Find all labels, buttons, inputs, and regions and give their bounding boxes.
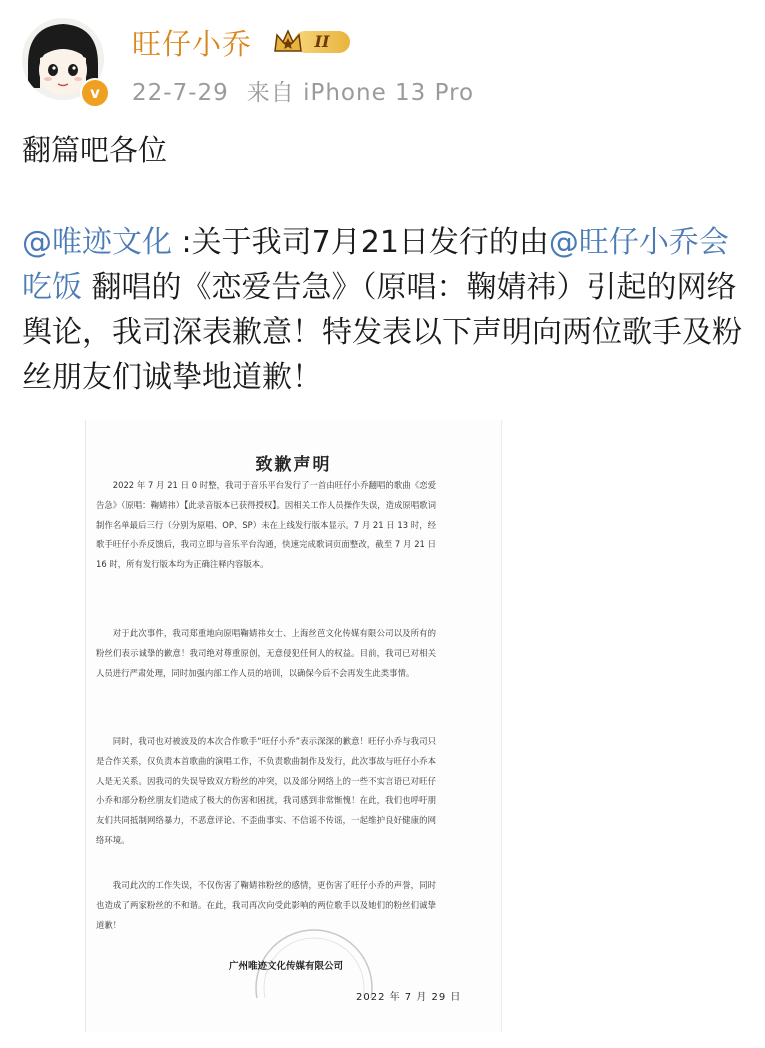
post-title: 翻篇吧各位 [22,133,168,167]
doc-paragraph: 对于此次事件，我司郑重地向原唱鞠婧祎女士、上海丝芭文化传媒有限公司以及所有的粉丝们表示诚挚的歉意！我司绝对尊重原创，无意侵犯任何人的权益。目前，我司已对相关人员进行严肃处理，同时加强内部工作人员的培训，以确保今后不会再发生此类事情。 [96,628,436,678]
post-text: 翻唱的《恋爱告急》（原唱：鞠婧祎）引起的网络舆论，我司深表歉意！特发表以下声明向两位歌手及粉丝朋友们诚挚地道歉！ [22,270,742,395]
doc-paragraph: 同时，我司也对被波及的本次合作歌手“旺仔小乔”表示深深的歉意！旺仔小乔与我司只是合作关系，仅负责本首歌曲的演唱工作，不负责歌曲制作及发行，此次事故与旺仔小乔本人是无关系。因我司的失误导致双方粉丝的冲突，以及部分网络上的一些不实言语已对旺仔小乔和部分粉丝朋友们造成了极大的伤害和困扰，我司感到非常惭愧！在此，我们也呼吁朋友们共同抵制网络暴力，不恶意评论、不歪曲事实、不信谣不传谣，一起维护良好健康的网络环境。 [96,736,436,845]
vip-v-icon: v [80,78,110,108]
doc-paragraph: 我司此次的工作失误，不仅伤害了鞠婧祎粉丝的感情，更伤害了旺仔小乔的声誉，同时也造成了两家粉丝的不和谐。在此，我司再次向受此影响的两位歌手以及她们的粉丝们诚挚道歉！ [96,880,436,930]
post-text: :关于我司7月21日发行的由 [172,225,549,260]
doc-company: 广州唯迹文化传媒有限公司 [229,961,344,972]
level-label: II [294,31,350,53]
post-source: 来自 iPhone 13 Pro [246,80,475,106]
post-header [0,0,765,120]
apology-statement-image[interactable] [85,420,502,1032]
post-body [22,220,747,400]
crown-level-icon [272,27,304,57]
doc-paragraph: 2022 年 7 月 21 日 0 时整，我司于音乐平台发行了一首由旺仔小乔翻唱的歌曲《恋爱告急》（原唱：鞠婧祎）【此录音版本已获得授权】。因相关工作人员操作失误，造成原唱歌词制作名单最后三行（分别为原唱、OP、SP）未在上线发行版本显示。7 月 21 日 13 时，经歌手旺仔小乔反馈后，我司立即与音乐平台沟通，快速完成歌词页面整改，截至 7 月 21 日 16 时，所有发行版本均为正确注释内容版本。 [96,480,436,570]
post-date: 22-7-29 [132,80,229,106]
mention-wangzai-xiaoqiao[interactable]: @旺仔小乔会吃饭 [22,225,729,305]
level-badge[interactable] [272,27,352,57]
doc-date: 2022 年 7 月 29 日 [356,992,462,1003]
post-meta [132,74,474,107]
doc-title: 致歉声明 [255,455,332,475]
mention-weiji-culture[interactable]: @唯迹文化 [22,225,172,260]
username[interactable]: 旺仔小乔 [132,27,253,61]
